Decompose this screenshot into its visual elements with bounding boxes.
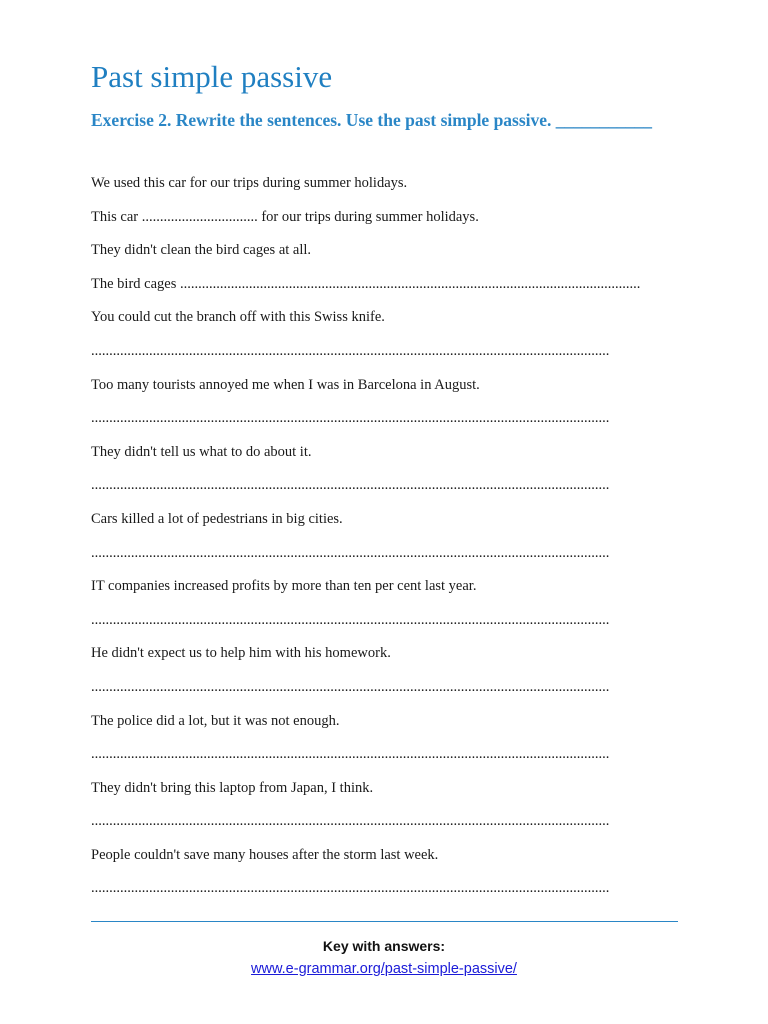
answer-line[interactable]: ............................................................................................................................................... [91,410,610,427]
exercise-sentence: We used this car for our trips during summer holidays. [91,175,408,191]
page-title: Past simple passive [91,59,333,94]
answer-line[interactable]: ............................................................................................................................................... [91,678,610,695]
exercise-sentence: Too many tourists annoyed me when I was in Barcelona in August. [91,376,480,393]
answer-line[interactable]: ............................................................................................................................................... [91,342,610,359]
answer-line[interactable]: ............................................................................................................................................... [91,813,610,830]
exercise-sentence: They didn't bring this laptop from Japan, I think. [91,779,374,796]
exercise-sentence: Cars killed a lot of pedestrians in big cities. [91,510,343,527]
exercise-sentence: The police did a lot, but it was not enough. [91,712,340,729]
answer-line[interactable]: ............................................................................................................................................... [91,746,610,763]
answer-line[interactable]: ............................................................................................................................................... [91,611,610,628]
exercise-sentence: He didn't expect us to help him with his homework. [91,645,391,662]
answer-key-link[interactable]: www.e-grammar.org/past-simple-passive/ [251,961,517,977]
answer-line[interactable]: ............................................................................................................................................... [91,880,610,897]
answer-line[interactable]: ............................................................................................................................................... [91,477,610,494]
answer-line[interactable]: This car ................................ for our trips during summer holidays. [91,208,479,225]
exercise-sentence: IT companies increased profits by more than ten per cent last year. [91,578,477,595]
exercise-sentence: You could cut the branch off with this Swiss knife. [91,309,385,326]
answer-line[interactable]: ............................................................................................................................................... [91,544,610,561]
exercise-sentence: They didn't clean the bird cages at all. [91,242,312,259]
exercise-sentence: They didn't tell us what to do about it. [91,443,312,460]
key-label: Key with answers: [322,938,446,954]
footer-divider [91,921,678,922]
answer-line[interactable]: The bird cages ............................................................................................................................... [91,275,641,292]
exercise-sentence: People couldn't save many houses after the storm last week. [91,846,439,863]
exercise-heading: Exercise 2. Rewrite the sentences. Use the past simple passive. ___________ [91,110,653,130]
exercise-list [91,173,681,912]
